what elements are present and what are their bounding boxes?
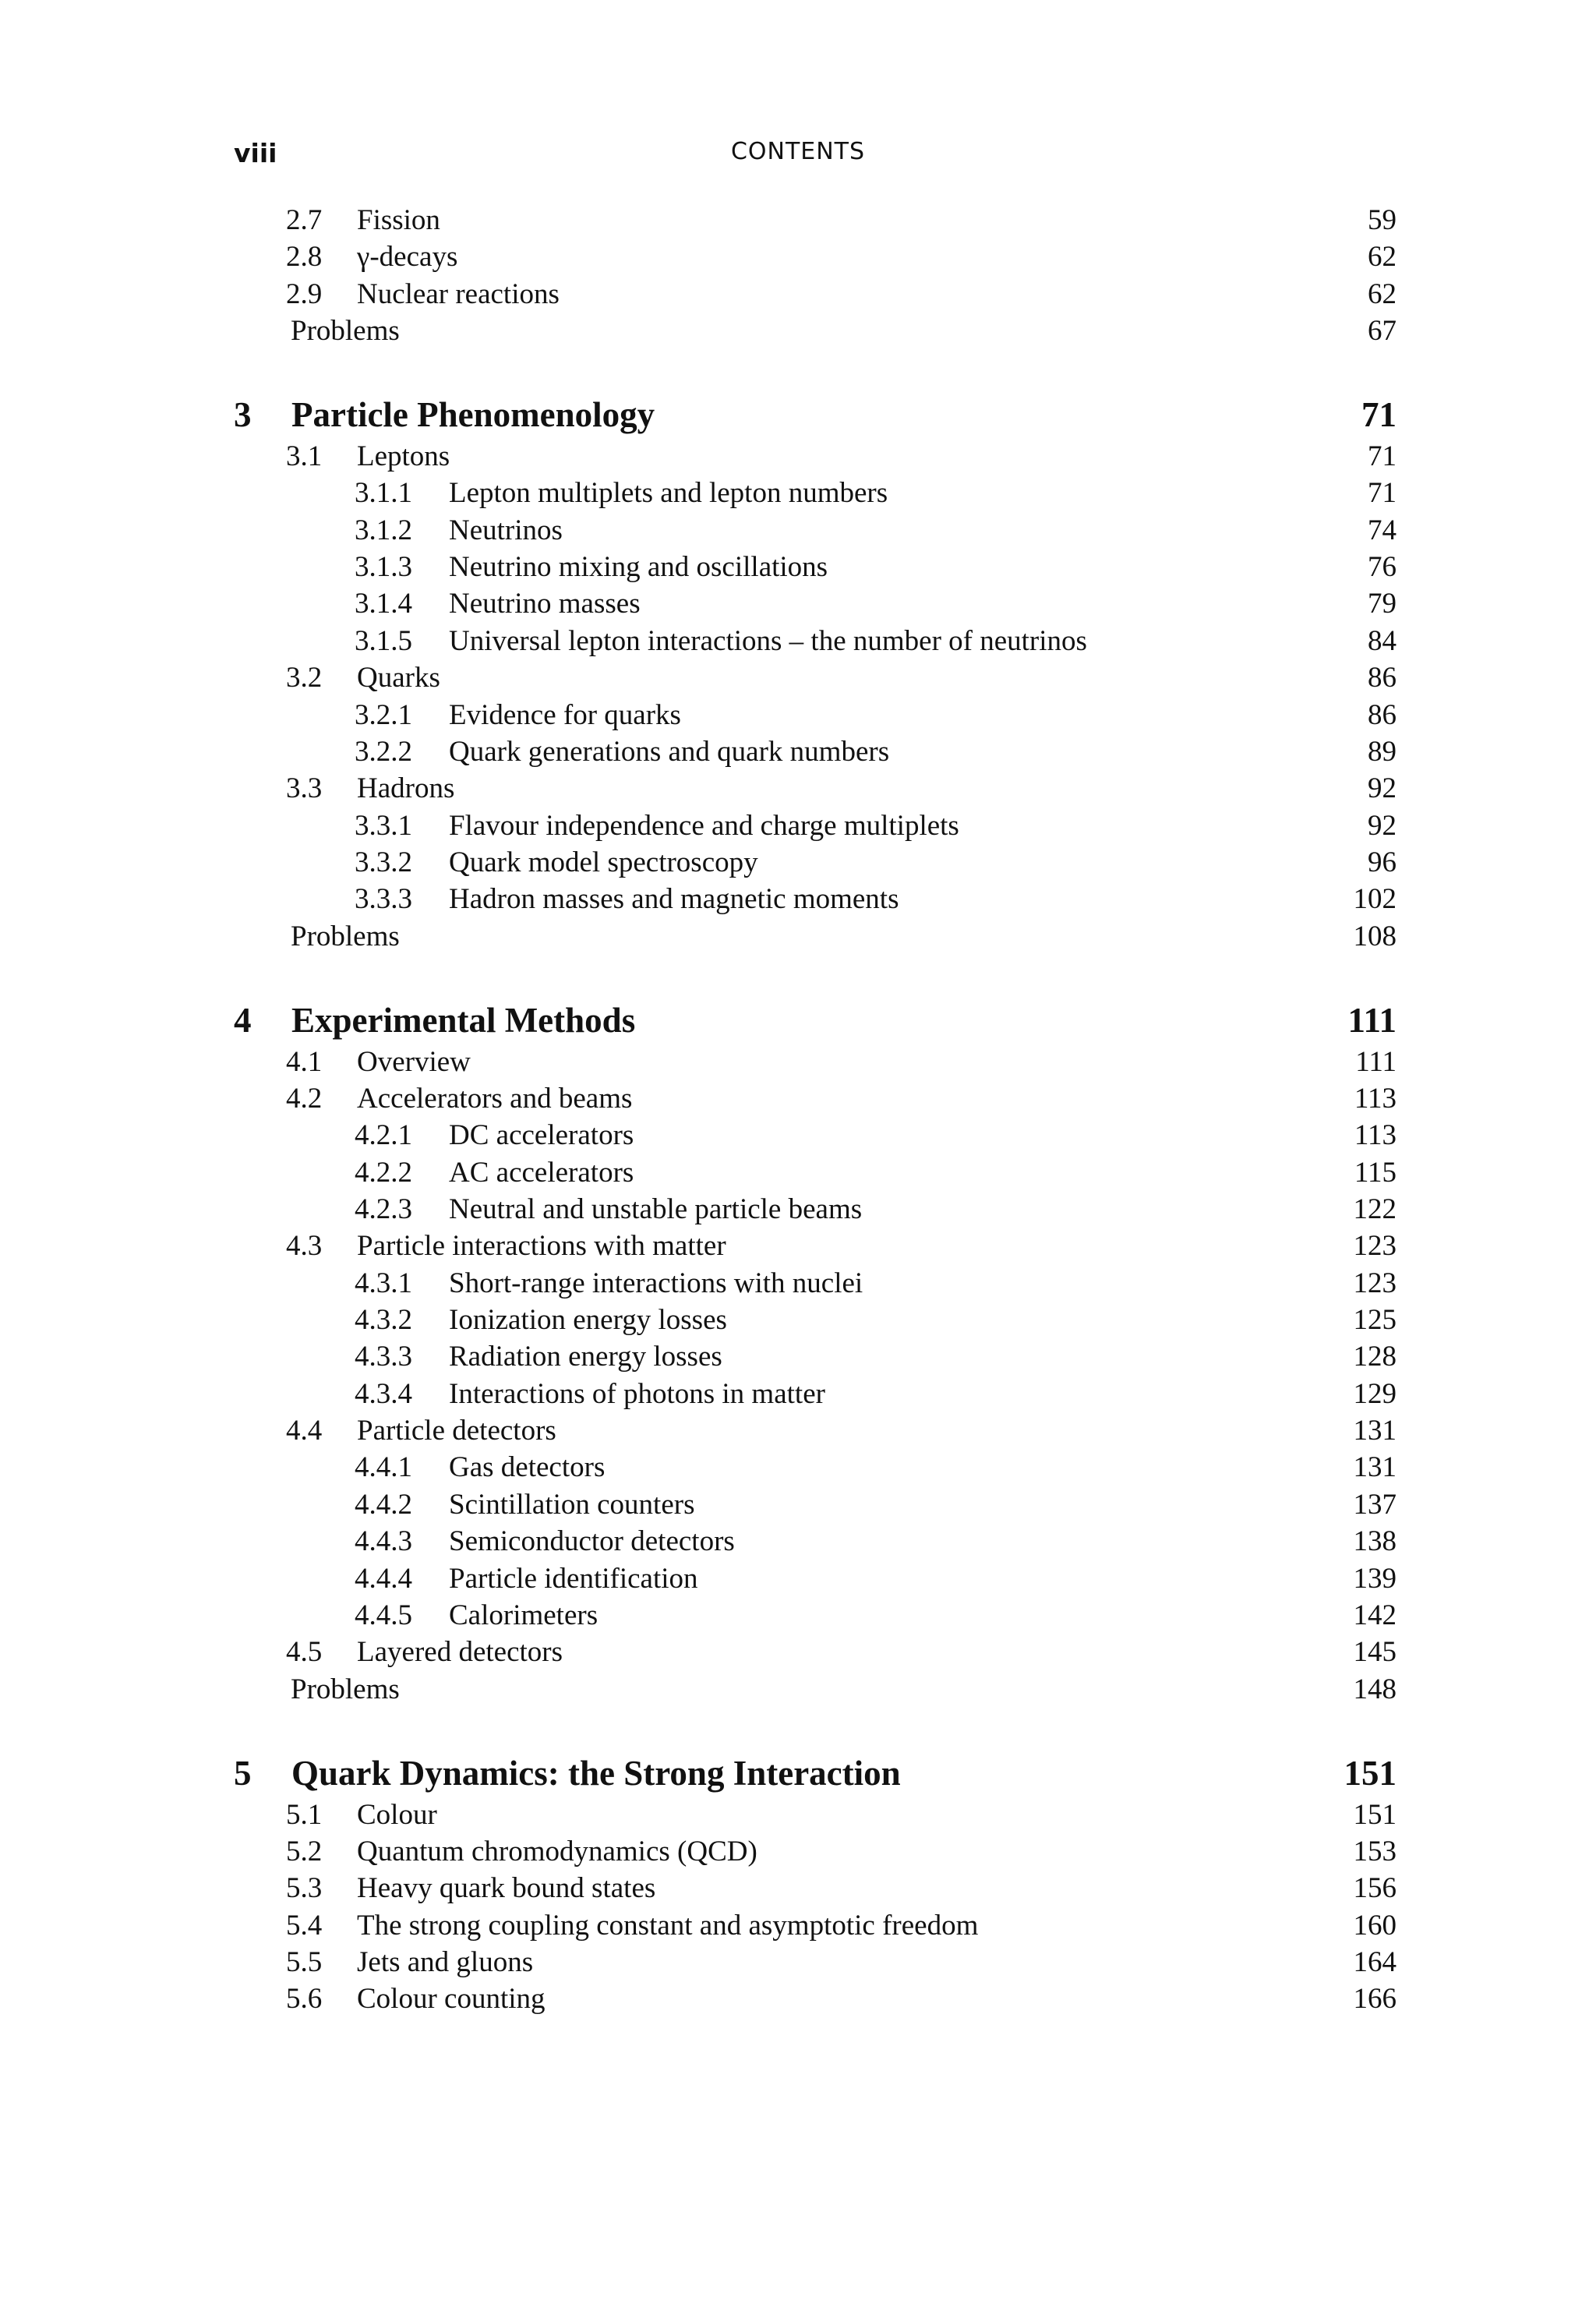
toc-entry-number: 5.1 <box>286 1798 323 1831</box>
toc-entry-number: 3.1.3 <box>355 551 412 584</box>
toc-entry-title: Quantum chromodynamics (QCD) <box>357 1835 757 1867</box>
toc-entry-number: 4.4.2 <box>355 1488 412 1521</box>
toc-entry-number: 4.4.5 <box>355 1599 412 1631</box>
toc-entry-number: 3.3.3 <box>355 883 412 916</box>
toc-subsection-entry[interactable] <box>0 1191 1596 1228</box>
toc-entry-title: Experimental Methods <box>291 1000 636 1040</box>
toc-subsection-entry[interactable] <box>0 1117 1596 1154</box>
toc-section-entry[interactable] <box>0 1228 1596 1264</box>
toc-entry-page: 145 <box>1353 1636 1396 1669</box>
toc-entry-title: Universal lepton interactions – the number of neutrinos <box>449 624 1087 657</box>
toc-entry-title: Interactions of photons in matter <box>449 1377 825 1410</box>
toc-entry-title: Ionization energy losses <box>449 1304 727 1337</box>
toc-entry-title: Quark generations and quark numbers <box>449 735 890 768</box>
toc-entry-page: 67 <box>1368 315 1396 348</box>
toc-entry-number: 4.4.1 <box>355 1451 412 1484</box>
toc-entry-number: 3.1.4 <box>355 588 412 620</box>
toc-section-entry[interactable] <box>0 1870 1596 1906</box>
toc-entry-title: Nuclear reactions <box>357 277 560 310</box>
toc-entry-page: 76 <box>1368 551 1396 584</box>
toc-entry-title: Quark Dynamics: the Strong Interaction <box>291 1753 901 1793</box>
toc-entry-page: 59 <box>1368 204 1396 236</box>
toc-entry-title: Hadrons <box>357 772 455 805</box>
toc-subsection-entry[interactable] <box>0 549 1596 585</box>
toc-entry-number: 4.3.3 <box>355 1341 412 1373</box>
toc-section-entry[interactable] <box>0 659 1596 696</box>
toc-section-entry[interactable] <box>0 438 1596 475</box>
toc-entry-title: Fission <box>357 204 440 236</box>
toc-entry-title: Quark model spectroscopy <box>449 846 758 878</box>
toc-entry-number: 4.3.4 <box>355 1377 412 1410</box>
toc-subsection-entry[interactable] <box>0 881 1596 917</box>
toc-section-entry[interactable] <box>0 276 1596 313</box>
toc-entry-page: 89 <box>1368 735 1396 768</box>
toc-subsection-entry[interactable] <box>0 807 1596 844</box>
toc-entry-page: 142 <box>1353 1599 1396 1631</box>
toc-entry-page: 148 <box>1353 1673 1396 1705</box>
toc-section-entry[interactable] <box>0 1907 1596 1944</box>
toc-subsection-entry[interactable] <box>0 585 1596 622</box>
toc-subsection-entry[interactable] <box>0 1449 1596 1486</box>
toc-section-entry[interactable] <box>0 1833 1596 1870</box>
toc-entry-title: Layered detectors <box>357 1636 563 1669</box>
toc-entry-title: Neutrino masses <box>449 588 641 620</box>
toc-entry-number: 4.3.1 <box>355 1267 412 1299</box>
toc-entry-title: Flavour independence and charge multiplets <box>449 809 959 842</box>
toc-section-entry[interactable] <box>0 1080 1596 1117</box>
toc-section-entry[interactable] <box>0 1981 1596 2017</box>
toc-entry-page: 92 <box>1368 809 1396 842</box>
toc-entry-page: 74 <box>1368 514 1396 546</box>
toc-entry-page: 123 <box>1353 1230 1396 1263</box>
toc-entry-title: Heavy quark bound states <box>357 1872 656 1905</box>
toc-entry-number: 3.3.1 <box>355 809 412 842</box>
toc-section-entry[interactable] <box>0 1044 1596 1080</box>
toc-entry-number: 4.3 <box>286 1230 323 1263</box>
toc-entry-page: 86 <box>1368 698 1396 731</box>
toc-entry-number: 3.3 <box>286 772 323 805</box>
toc-entry-number: 5.6 <box>286 1983 323 2016</box>
toc-entry-title: Jets and gluons <box>357 1945 534 1978</box>
toc-entry-title: Particle interactions with matter <box>357 1230 726 1263</box>
toc-entry-number: 4.2.3 <box>355 1193 412 1225</box>
toc-entry-number: 4.2.2 <box>355 1156 412 1189</box>
running-title: CONTENTS <box>730 138 866 165</box>
toc-entry-page: 84 <box>1368 624 1396 657</box>
toc-subsection-entry[interactable] <box>0 733 1596 770</box>
toc-entry-page: 139 <box>1353 1562 1396 1595</box>
toc-entry-title: Particle Phenomenology <box>291 395 655 435</box>
toc-section-entry[interactable] <box>0 770 1596 807</box>
toc-entry-number: 3.1.2 <box>355 514 412 546</box>
toc-section-entry[interactable] <box>0 1797 1596 1833</box>
toc-subsection-entry[interactable] <box>0 1597 1596 1634</box>
toc-entry-page: 79 <box>1368 588 1396 620</box>
toc-entry-title: Neutrino mixing and oscillations <box>449 551 828 584</box>
toc-entry-page: 125 <box>1353 1304 1396 1337</box>
toc-entry-title: Leptons <box>357 440 450 473</box>
toc-entry-page: 131 <box>1353 1415 1396 1447</box>
toc-entry-title: Problems <box>291 920 400 952</box>
toc-entry-page: 62 <box>1368 241 1396 274</box>
toc-subsection-entry[interactable] <box>0 1154 1596 1191</box>
toc-entry-title: Calorimeters <box>449 1599 598 1631</box>
toc-entry-page: 62 <box>1368 277 1396 310</box>
toc-entry-page: 111 <box>1355 1045 1396 1078</box>
toc-entry-page: 113 <box>1354 1119 1396 1152</box>
toc-chapter-entry[interactable] <box>0 998 1596 1042</box>
toc-entry-page: 123 <box>1353 1267 1396 1299</box>
toc-entry-title: Radiation energy losses <box>449 1341 722 1373</box>
toc-entry-number: 4.4 <box>286 1415 323 1447</box>
toc-entry-number: 5.5 <box>286 1945 323 1978</box>
toc-entry-page: 86 <box>1368 662 1396 694</box>
toc-subsection-entry[interactable] <box>0 844 1596 881</box>
toc-section-entry[interactable] <box>0 202 1596 239</box>
toc-entry-number: 2.8 <box>286 241 323 274</box>
toc-subsection-entry[interactable] <box>0 1338 1596 1375</box>
toc-entry-title: Neutral and unstable particle beams <box>449 1193 863 1225</box>
toc-entry-title: Quarks <box>357 662 440 694</box>
toc-entry-page: 71 <box>1368 440 1396 473</box>
toc-entry-number: 3.1 <box>286 440 323 473</box>
toc-entry-number: 4.4.3 <box>355 1525 412 1558</box>
toc-chapter-entry[interactable] <box>0 1751 1596 1795</box>
toc-entry-page: 92 <box>1368 772 1396 805</box>
toc-entry-number: 3.1.5 <box>355 624 412 657</box>
toc-subsection-entry[interactable] <box>0 697 1596 733</box>
toc-entry-page: 151 <box>1353 1798 1396 1831</box>
toc-entry-title: Evidence for quarks <box>449 698 681 731</box>
toc-entry-title: Particle identification <box>449 1562 698 1595</box>
toc-entry-title: Accelerators and beams <box>357 1082 633 1115</box>
toc-entry-page: 166 <box>1353 1983 1396 2016</box>
toc-entry-page: 111 <box>1347 1000 1396 1040</box>
toc-entry-title: Colour counting <box>357 1983 546 2016</box>
toc-subsection-entry[interactable] <box>0 1302 1596 1338</box>
toc-entry-page: 115 <box>1354 1156 1396 1189</box>
toc-entry-number: 3.1.1 <box>355 477 412 510</box>
toc-entry-number: 3 <box>234 395 252 435</box>
toc-entry-number: 4.5 <box>286 1636 323 1669</box>
toc-entry-number: 2.7 <box>286 204 323 236</box>
toc-entry-page: 71 <box>1368 477 1396 510</box>
toc-entry-number: 5.4 <box>286 1909 323 1942</box>
toc-entry-page: 96 <box>1368 846 1396 878</box>
toc-subsection-entry[interactable] <box>0 1523 1596 1560</box>
toc-entry-page: 156 <box>1353 1872 1396 1905</box>
toc-section-entry[interactable] <box>0 1634 1596 1670</box>
toc-entry-number: 4.2.1 <box>355 1119 412 1152</box>
toc-problems-entry[interactable] <box>0 1671 1596 1708</box>
toc-entry-title: The strong coupling constant and asymptotic freedom <box>357 1909 979 1942</box>
toc-entry-number: 4.4.4 <box>355 1562 412 1595</box>
toc-entry-page: 137 <box>1353 1488 1396 1521</box>
toc-entry-title: Semiconductor detectors <box>449 1525 735 1558</box>
toc-entry-number: 4 <box>234 1000 252 1040</box>
toc-entry-page: 102 <box>1353 883 1396 916</box>
toc-problems-entry[interactable] <box>0 313 1596 349</box>
toc-entry-number: 3.3.2 <box>355 846 412 878</box>
page-folio: viii <box>234 138 277 168</box>
toc-entry-title: DC accelerators <box>449 1119 634 1152</box>
toc-entry-number: 5 <box>234 1753 252 1793</box>
toc-entry-title: Scintillation counters <box>449 1488 695 1521</box>
toc-chapter-entry[interactable] <box>0 393 1596 436</box>
toc-entry-page: 164 <box>1353 1945 1396 1978</box>
toc-subsection-entry[interactable] <box>0 1560 1596 1597</box>
toc-subsection-entry[interactable] <box>0 623 1596 659</box>
toc-entry-number: 4.3.2 <box>355 1304 412 1337</box>
toc-entry-title: Problems <box>291 1673 400 1705</box>
toc-entry-title: Short-range interactions with nuclei <box>449 1267 863 1299</box>
toc-entry-number: 3.2.1 <box>355 698 412 731</box>
toc-entry-page: 138 <box>1353 1525 1396 1558</box>
toc-entry-page: 108 <box>1353 920 1396 952</box>
toc-section-entry[interactable] <box>0 239 1596 275</box>
toc-entry-number: 5.2 <box>286 1835 323 1867</box>
toc-entry-number: 4.2 <box>286 1082 323 1115</box>
toc-section-entry[interactable] <box>0 1412 1596 1449</box>
toc-section-entry[interactable] <box>0 1944 1596 1981</box>
toc-entry-title: γ-decays <box>357 241 458 274</box>
toc-entry-number: 4.1 <box>286 1045 323 1078</box>
toc-entry-page: 153 <box>1353 1835 1396 1867</box>
toc-entry-title: Overview <box>357 1045 471 1078</box>
toc-entry-number: 5.3 <box>286 1872 323 1905</box>
toc-entry-number: 3.2.2 <box>355 735 412 768</box>
toc-entry-title: Colour <box>357 1798 437 1831</box>
toc-entry-page: 71 <box>1361 395 1396 435</box>
toc-entry-title: Gas detectors <box>449 1451 606 1484</box>
toc-entry-page: 113 <box>1354 1082 1396 1115</box>
toc-entry-title: Hadron masses and magnetic moments <box>449 883 899 916</box>
toc-entry-page: 128 <box>1353 1341 1396 1373</box>
toc-entry-number: 2.9 <box>286 277 323 310</box>
toc-entry-page: 129 <box>1353 1377 1396 1410</box>
toc-subsection-entry[interactable] <box>0 475 1596 511</box>
toc-entry-title: Problems <box>291 315 400 348</box>
toc-entry-number: 3.2 <box>286 662 323 694</box>
toc-entry-page: 151 <box>1344 1753 1396 1793</box>
toc-entry-title: Neutrinos <box>449 514 563 546</box>
toc-entry-title: AC accelerators <box>449 1156 634 1189</box>
toc-subsection-entry[interactable] <box>0 1265 1596 1302</box>
toc-subsection-entry[interactable] <box>0 1376 1596 1412</box>
toc-entry-title: Particle detectors <box>357 1415 556 1447</box>
toc-subsection-entry[interactable] <box>0 1486 1596 1523</box>
toc-subsection-entry[interactable] <box>0 512 1596 549</box>
toc-entry-page: 131 <box>1353 1451 1396 1484</box>
toc-problems-entry[interactable] <box>0 918 1596 955</box>
toc-entry-title: Lepton multiplets and lepton numbers <box>449 477 888 510</box>
toc-entry-page: 122 <box>1353 1193 1396 1225</box>
toc-entry-page: 160 <box>1353 1909 1396 1942</box>
